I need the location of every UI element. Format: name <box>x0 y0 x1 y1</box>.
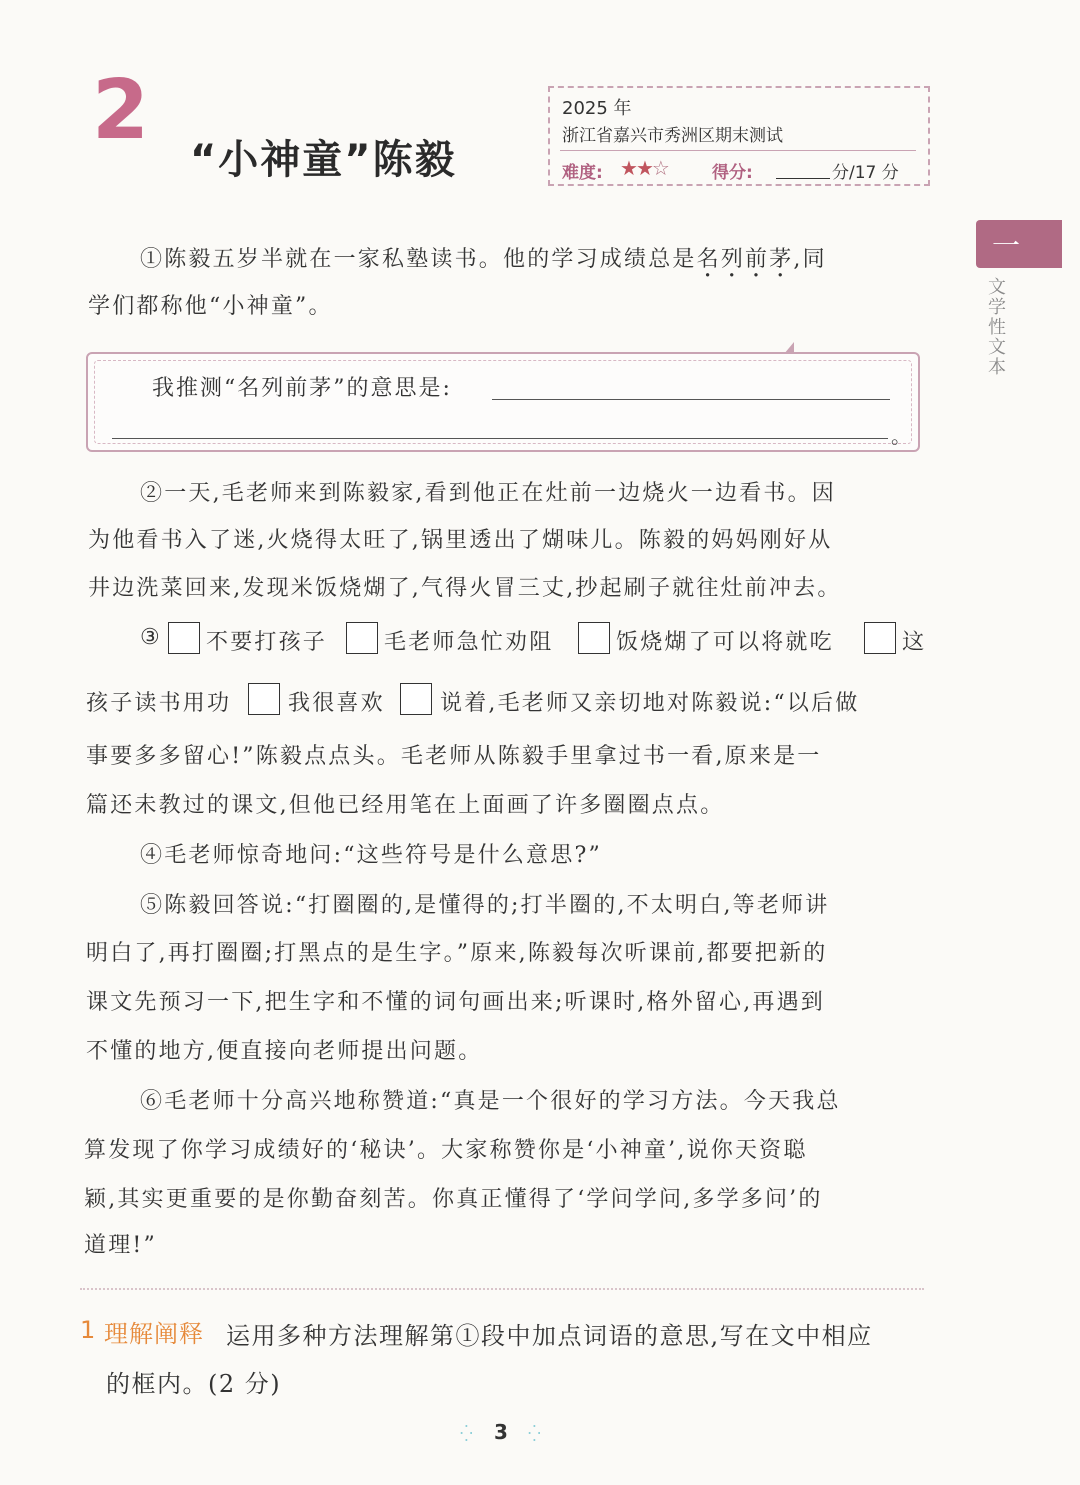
punctuation-blank-box[interactable] <box>864 622 896 654</box>
lesson-number: 2 <box>92 63 150 158</box>
paragraph-5-line: ⑤陈毅回答说:“打圈圈的,是懂得的;打半圈的,不太明白,等老师讲 <box>140 893 830 918</box>
paragraph-1-line-1 <box>140 242 827 273</box>
paragraph-1-text: ,同 <box>793 247 827 272</box>
section-tab-label: 文学性文本 <box>988 277 1006 378</box>
punctuation-blank-box[interactable] <box>578 622 610 654</box>
paragraph-1-text: ①陈毅五岁半就在一家私塾读书。他的学习成绩总是 <box>140 247 697 272</box>
paragraph-3-start: ③ <box>140 625 162 650</box>
punctuation-blank-box[interactable] <box>346 622 378 654</box>
paragraph-5-line: 课文先预习一下,把生字和不懂的词句画出来;听课时,格外留心,再遇到 <box>86 990 825 1015</box>
guess-answer-box <box>86 352 920 452</box>
paragraph-3-text: 饭烧煳了可以将就吃 <box>616 630 834 655</box>
punctuation-blank-box[interactable] <box>168 622 200 654</box>
star-filled-icon: ★ <box>620 156 636 180</box>
paragraph-2-line: ②一天,毛老师来到陈毅家,看到他正在灶前一边烧火一边看书。因 <box>140 481 836 506</box>
question-number: 1 <box>80 1316 96 1344</box>
difficulty-stars <box>620 156 668 180</box>
section-divider <box>80 1288 924 1290</box>
page-number: 3 <box>494 1420 508 1444</box>
score-total: 分/17 分 <box>832 163 899 183</box>
exam-year: 2025 年 <box>562 98 632 119</box>
paragraph-6-line: 道理!” <box>84 1233 157 1258</box>
paragraph-3-line: 篇还未教过的课文,但他已经用笔在上面画了许多圈圈点点。 <box>86 793 725 818</box>
question-category: 理解阐释 <box>104 1320 204 1348</box>
paragraph-4: ④毛老师惊奇地问:“这些符号是什么意思?” <box>140 843 602 868</box>
paragraph-2-line: 为他看书入了迷,火烧得太旺了,锅里透出了煳味儿。陈毅的妈妈刚好从 <box>88 528 833 553</box>
dotted-word-char: 茅 <box>769 247 794 272</box>
paragraph-3-text: 毛老师急忙劝阻 <box>384 630 554 655</box>
dotted-word-char: 列 <box>720 247 746 272</box>
paragraph-3-text: 这 <box>902 630 927 655</box>
paragraph-6-line: 算发现了你学习成绩好的‘秘诀’。大家称赞你是‘小神童’,说你天资聪 <box>84 1138 808 1163</box>
punctuation-blank-box[interactable] <box>400 683 432 715</box>
exam-name: 浙江省嘉兴市秀洲区期末测试 <box>562 126 783 146</box>
answer-line[interactable] <box>492 399 890 400</box>
dotted-word-char: 名 <box>696 247 721 272</box>
paragraph-3-line: 事要多多留心!”陈毅点点头。毛老师从陈毅手里拿过书一看,原来是一 <box>86 744 822 769</box>
answer-line[interactable] <box>112 438 888 439</box>
section-tab <box>976 220 1062 268</box>
paragraph-6-line: ⑥毛老师十分高兴地称赞道:“真是一个很好的学习方法。今天我总 <box>140 1089 841 1114</box>
exam-info-box <box>548 86 930 186</box>
paragraph-1-line-2: 学们都称他“小神童”。 <box>88 294 333 319</box>
guess-end-mark: 。 <box>891 424 911 448</box>
paragraph-3-text: 不要打孩子 <box>206 630 328 655</box>
paragraph-3-text: 我很喜欢 <box>288 691 385 716</box>
score-label: 得分: <box>712 163 753 183</box>
lesson-title: “小神童”陈毅 <box>190 137 457 183</box>
page-ornament-icon: ⁛ <box>460 1424 473 1443</box>
star-empty-icon: ☆ <box>651 156 668 180</box>
punctuation-blank-box[interactable] <box>248 683 280 715</box>
paragraph-6-line: 颖,其实更重要的是你勤奋刻苦。你真正懂得了‘学问学问,多学多问’的 <box>84 1187 823 1212</box>
guess-prompt: 我推测“名列前茅”的意思是: <box>152 376 452 401</box>
section-tab-number: 一 <box>992 229 1021 262</box>
score-blank[interactable] <box>776 178 830 179</box>
info-divider <box>560 150 916 151</box>
paragraph-5-line: 不懂的地方,便直接向老师提出问题。 <box>86 1039 483 1064</box>
question-text-line-2: 的框内。(2 分) <box>106 1370 282 1398</box>
star-filled-icon: ★ <box>635 156 652 180</box>
dotted-word-char: 前 <box>745 247 770 272</box>
paragraph-2-line: 井边洗菜回来,发现米饭烧煳了,气得火冒三丈,抄起刷子就往灶前冲去。 <box>88 576 842 601</box>
page-ornament-icon: ⁛ <box>528 1424 541 1443</box>
speech-bubble-tail <box>784 342 794 354</box>
paragraph-5-line: 明白了,再打圈圈;打黑点的是生字。”原来,陈毅每次听课前,都要把新的 <box>86 941 828 966</box>
paragraph-3-text: 说着,毛老师又亲切地对陈毅说:“以后做 <box>440 691 860 716</box>
difficulty-label: 难度: <box>562 163 603 183</box>
question-text-line-1: 运用多种方法理解第①段中加点词语的意思,写在文中相应 <box>226 1322 873 1350</box>
paragraph-3-text: 孩子读书用功 <box>86 691 232 716</box>
